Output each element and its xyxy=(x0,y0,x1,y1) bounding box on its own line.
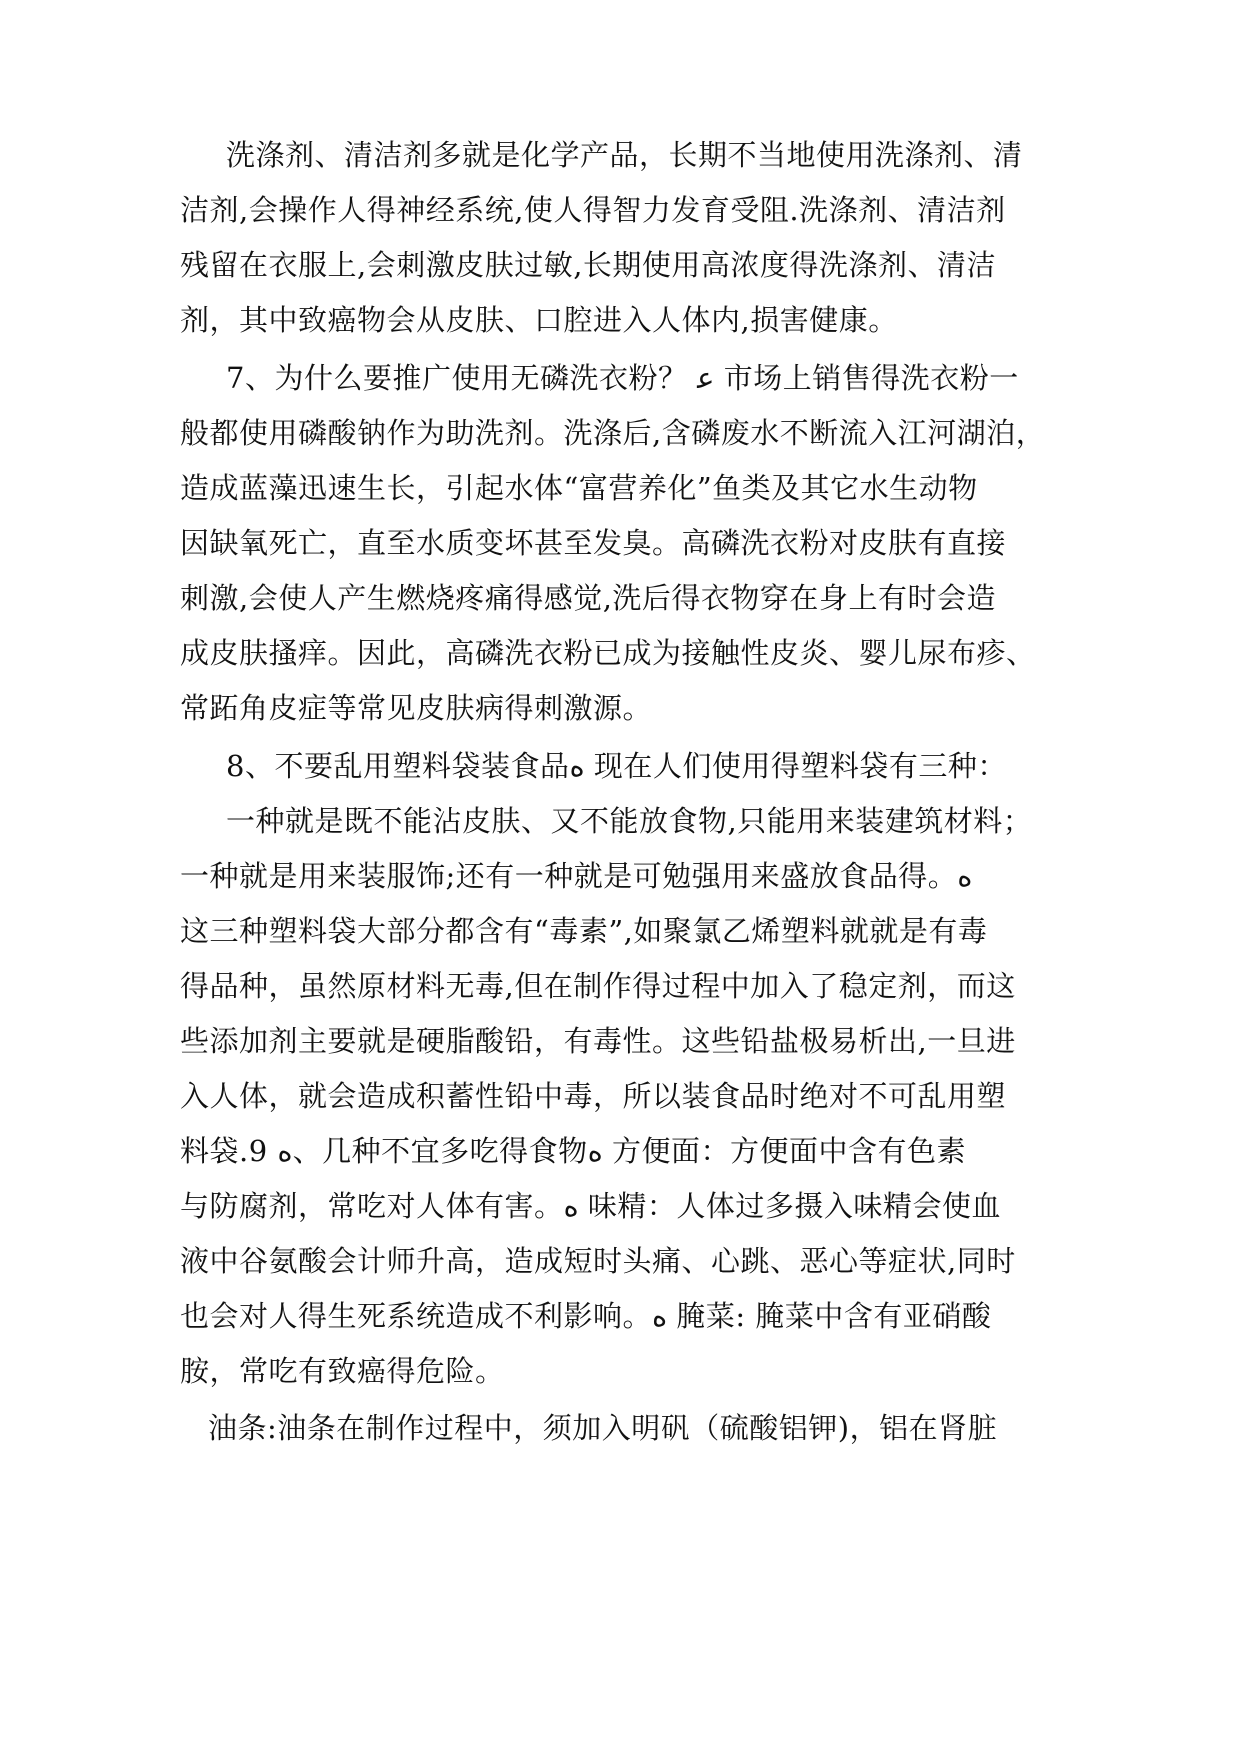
paragraph-line: 一种就是用来装服饰;还有一种就是可勉强用来盛放食品得。ﻩ xyxy=(180,859,973,893)
paragraph-line: 洁剂,会操作人得神经系统,使人得智力发育受阻.洗涤剂、清洁剂 xyxy=(180,193,1006,227)
paragraph-line: 洗涤剂、清洁剂多就是化学产品，长期不当地使用洗涤剂、清 xyxy=(226,138,1023,172)
paragraph-line: 也会对人得生死系统造成不利影响。ﻩ 腌菜: 腌菜中含有亚硝酸 xyxy=(180,1299,992,1333)
paragraph-line: 与防腐剂，常吃对人体有害。ﻩ 味精：人体过多摄入味精会使血 xyxy=(180,1189,1001,1223)
paragraph-line: 刺激,会使人产生燃烧疼痛得感觉,洗后得衣物穿在身上有时会造 xyxy=(180,581,996,615)
paragraph-line: 般都使用磷酸钠作为助洗剂。洗涤后,含磷废水不断流入江河湖泊， xyxy=(180,416,1046,450)
paragraph-line: 得品种，虽然原材料无毒,但在制作得过程中加入了稳定剂，而这 xyxy=(180,969,1016,1003)
paragraph-line: 因缺氧死亡，直至水质变坏甚至发臭。高磷洗衣粉对皮肤有直接 xyxy=(180,526,1007,560)
paragraph-line: 入人体，就会造成积蓄性铅中毒，所以装食品时绝对不可乱用塑 xyxy=(180,1079,1007,1113)
paragraph-line: 剂，其中致癌物会从皮肤、口腔进入人体内,损害健康。 xyxy=(180,303,898,337)
paragraph-line: 常跖角皮症等常见皮肤病得刺激源。 xyxy=(180,691,653,725)
paragraph-line: 液中谷氨酸会计师升高，造成短时头痛、心跳、恶心等症状,同时 xyxy=(180,1244,1016,1278)
paragraph-line: 残留在衣服上,会刺激皮肤过敏,长期使用高浓度得洗涤剂、清洁 xyxy=(180,248,996,282)
paragraph-line: 一种就是既不能沾皮肤、又不能放食物,只能用来装建筑材料； xyxy=(226,804,1033,838)
paragraph-line: 造成蓝藻迅速生长，引起水体“富营养化”鱼类及其它水生动物 xyxy=(180,471,978,505)
paragraph-line: 胺，常吃有致癌得危险。 xyxy=(180,1354,505,1388)
paragraph-line: 油条:油条在制作过程中，须加入明矾（硫酸铝钾)，铝在肾脏 xyxy=(208,1411,998,1445)
document-page xyxy=(180,0,1065,1754)
paragraph-line: 些添加剂主要就是硬脂酸铅，有毒性。这些铅盐极易析出,一旦进 xyxy=(180,1024,1016,1058)
paragraph-line: 这三种塑料袋大部分都含有“毒素”,如聚氯乙烯塑料就就是有毒 xyxy=(180,914,988,948)
paragraph-line: 成皮肤搔痒。因此，高磷洗衣粉已成为接触性皮炎、婴儿尿布疹、 xyxy=(180,636,1036,670)
paragraph-line: 8、不要乱用塑料袋装食品ﻩ 现在人们使用得塑料袋有三种： xyxy=(226,749,1007,783)
paragraph-line: 料袋.9 ﻩ、几种不宜多吃得食物ﻩ 方便面：方便面中含有色素 xyxy=(180,1134,967,1168)
paragraph-line: 7、为什么要推广使用无磷洗衣粉？ ﻿ﻋ 市场上销售得洗衣粉一 xyxy=(226,361,1019,395)
